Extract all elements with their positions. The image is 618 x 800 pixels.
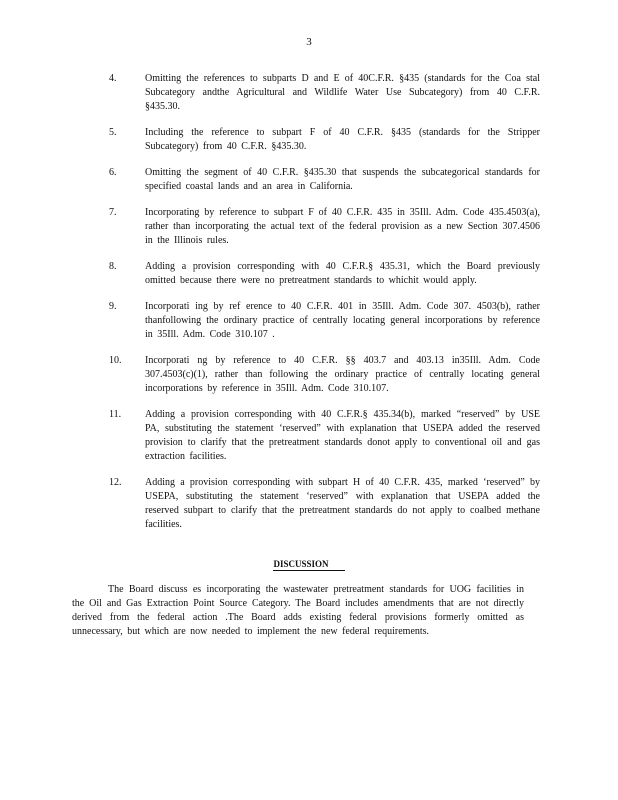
item-number: 12.	[109, 477, 122, 488]
item-text: Adding a provision corresponding with subpart H of 40 C.F.R. 435, marked ‘reserved” by USEPA, substituting the statement ‘reserved” with explanation that USEPA added the reserved subpart to clarify that the pretreatment standards do not apply to coalbed methane facilities.	[145, 477, 540, 530]
item-text: Omitting the segment of 40 C.F.R. §435.30 that suspends the subcategorical standards for specified coastal lands and an area in California.	[145, 167, 540, 192]
list-item	[0, 260, 618, 288]
item-text: Including the reference to subpart F of 40 C.F.R. §435 (standards for the Stripper Subcategory) from 40 C.F.R. §435.30.	[145, 127, 540, 152]
discussion-heading	[0, 558, 618, 571]
item-number: 11.	[109, 409, 122, 420]
item-number: 6.	[109, 167, 117, 178]
item-text: Incorporati ng by reference to 40 C.F.R. §§ 403.7 and 403.13 in35Ill. Adm. Code 307.4503(c)(1), rather than following the ordinary practice of centrally locating general incorporations by reference in 35Ill. Adm. Code 310.107.	[145, 355, 540, 394]
item-number: 10.	[109, 355, 122, 366]
list-item	[0, 166, 618, 194]
item-number: 4.	[109, 73, 117, 84]
item-text: Incorporati ing by ref erence to 40 C.F.R. 401 in 35Ill. Adm. Code 307. 4503(b), rather thanfollowing the ordinary practice of centrally locating general incorporations by reference in 35Ill. Adm. Code 310.107 .	[145, 301, 540, 340]
item-text: Adding a provision corresponding with 40 C.F.R.§ 435.31, which the Board previously omitted because there were no pretreatment standards to whichit would apply.	[145, 261, 540, 286]
list-item	[0, 126, 618, 154]
discussion-heading-text: DISCUSSION	[273, 558, 344, 571]
item-number: 9.	[109, 301, 117, 312]
list-item	[0, 408, 618, 464]
list-item	[0, 354, 618, 396]
item-text: Omitting the references to subparts D and E of 40C.F.R. §435 (standards for the Coa stal Subcategory andthe Agricultural and Wildlife Water Use Subcategory) from 40 C.F.R. §435.30.	[145, 73, 540, 112]
list-item	[0, 300, 618, 342]
item-number: 5.	[109, 127, 117, 138]
amendment-list	[0, 72, 618, 532]
discussion-paragraph: The Board discuss es incorporating the wastewater pretreatment standards for UOG facilities in the Oil and Gas Extraction Point Source Category. The Board includes amendments that are not directly derived from the federal action .The Board adds existing federal provisions formerly omitted as unnecessary, but which are now needed to implement the new federal requirements.	[72, 584, 524, 637]
list-item	[0, 476, 618, 532]
page-number: 3	[306, 36, 312, 48]
item-number: 7.	[109, 207, 117, 218]
list-item	[0, 72, 618, 114]
item-text: Incorporating by reference to subpart F of 40 C.F.R. 435 in 35Ill. Adm. Code 435.4503(a), rather than incorporating the actual text of the federal provision as a new Section 307.4506 in the Illinois rules.	[145, 207, 540, 246]
item-text: Adding a provision corresponding with 40 C.F.R.§ 435.34(b), marked “reserved” by USE PA, substituting the statement ‘reserved” with explanation that USEPA added the reserved provision to clarify that the pretreatment standards donot apply to conventional oil and gas extraction facilities.	[145, 409, 540, 462]
item-number: 8.	[109, 261, 117, 272]
list-item	[0, 206, 618, 248]
